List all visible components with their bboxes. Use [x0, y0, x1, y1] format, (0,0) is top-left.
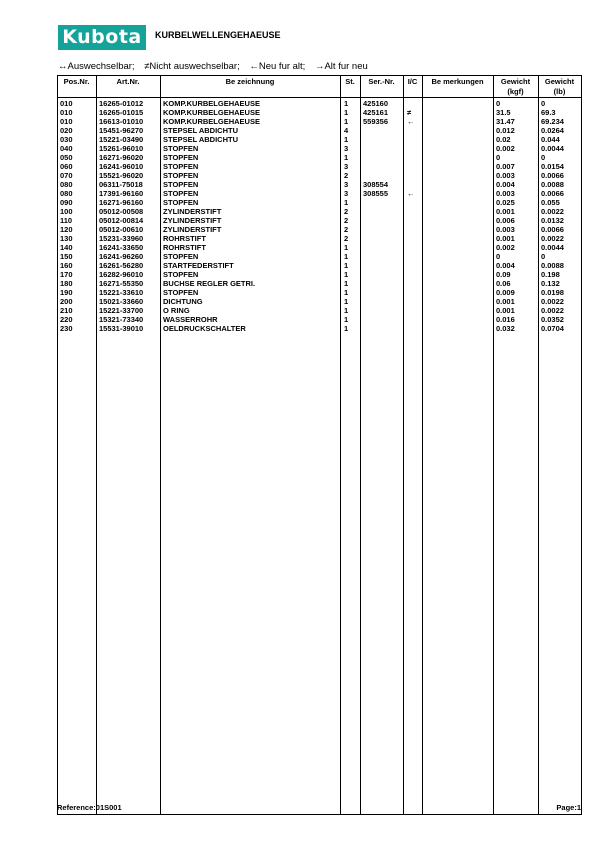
cell-kgf: 0.09 [496, 270, 511, 279]
cell-st: 3 [344, 180, 349, 189]
cell-st: 1 [344, 279, 349, 288]
cell-lb: 0.0264 [541, 126, 564, 135]
cell-kgf: 0.004 [496, 261, 515, 270]
cell-art: 15321-73340 [99, 315, 144, 324]
cell-lb: 69.234 [541, 117, 564, 126]
cell-kgf: 0.004 [496, 180, 515, 189]
header-bezeichnung: Be zeichnung [225, 77, 275, 86]
cell-pos: 010 [60, 117, 73, 126]
cell-art: 15521-96020 [99, 171, 144, 180]
legend-new-for-old: ←Neu fur alt; [249, 61, 306, 72]
cell-bez: STOPFEN [163, 162, 199, 171]
cell-bez: ZYLINDERSTIFT [163, 207, 222, 216]
cell-art: 05012-00610 [99, 225, 144, 234]
cell-lb: 0.198 [541, 270, 560, 279]
cell-kgf: 0.016 [496, 315, 515, 324]
cell-pos: 180 [60, 279, 73, 288]
cell-st: 1 [344, 243, 349, 252]
cell-lb: 0.0066 [541, 171, 564, 180]
cell-bez: DICHTUNG [163, 297, 203, 306]
cell-bez: ROHRSTIFT [163, 234, 206, 243]
table-row [57, 324, 582, 333]
cell-pos: 210 [60, 306, 73, 315]
cell-art: 16265-01015 [99, 108, 144, 117]
cell-kgf: 0.006 [496, 216, 515, 225]
table-body [57, 99, 582, 333]
cell-lb: 0.132 [541, 279, 560, 288]
table-row [57, 162, 582, 171]
table-row [57, 198, 582, 207]
cell-lb: 0.0022 [541, 234, 564, 243]
table-bottom-border [57, 814, 582, 815]
cell-pos: 110 [60, 216, 73, 225]
cell-art: 16271-96160 [99, 198, 144, 207]
cell-bez: STOPFEN [163, 153, 199, 162]
cell-art: 15021-33660 [99, 297, 144, 306]
cell-st: 1 [344, 198, 349, 207]
cell-art: 16282-96010 [99, 270, 144, 279]
cell-ser: 308555 [363, 189, 389, 198]
cell-bez: BUCHSE REGLER GETRI. [163, 279, 256, 288]
cell-lb: 0 [541, 252, 546, 261]
table-row [57, 207, 582, 216]
cell-st: 2 [344, 225, 349, 234]
header-stueck: St. [345, 77, 355, 86]
cell-art: 15261-96010 [99, 144, 144, 153]
legend-not-interchangeable: ≠Nicht auswechselbar; [144, 61, 240, 72]
table-row [57, 135, 582, 144]
cell-bez: STOPFEN [163, 252, 199, 261]
reference-label: Reference:01S001 [57, 803, 122, 812]
cell-lb: 0 [541, 99, 546, 108]
cell-ic: ← [407, 189, 415, 198]
cell-kgf: 0.02 [496, 135, 511, 144]
cell-lb: 0 [541, 153, 546, 162]
header-art: Art.Nr. [116, 77, 140, 86]
cell-kgf: 0 [496, 153, 501, 162]
cell-pos: 050 [60, 153, 73, 162]
header-ic: I/C [407, 77, 418, 86]
table-row [57, 225, 582, 234]
cell-bez: OELDRUCKSCHALTER [163, 324, 246, 333]
cell-pos: 090 [60, 198, 73, 207]
cell-pos: 140 [60, 243, 73, 252]
table-row [57, 315, 582, 324]
cell-kgf: 31.5 [496, 108, 511, 117]
cell-bez: STEPSEL ABDICHTU [163, 135, 239, 144]
cell-kgf: 0.025 [496, 198, 515, 207]
cell-lb: 0.0044 [541, 243, 564, 252]
cell-kgf: 0.003 [496, 171, 515, 180]
cell-pos: 130 [60, 234, 73, 243]
cell-lb: 0.0352 [541, 315, 564, 324]
cell-ser: 425160 [363, 99, 389, 108]
table-row [57, 234, 582, 243]
cell-lb: 0.0198 [541, 288, 564, 297]
legend [58, 61, 375, 72]
cell-bez: ZYLINDERSTIFT [163, 216, 222, 225]
table-row [57, 99, 582, 108]
cell-kgf: 0 [496, 99, 501, 108]
cell-bez: STOPFEN [163, 189, 199, 198]
cell-art: 16265-01012 [99, 99, 144, 108]
cell-art: 15221-33610 [99, 288, 144, 297]
cell-st: 2 [344, 207, 349, 216]
header-serial: Ser.-Nr. [368, 77, 395, 86]
cell-art: 15231-33960 [99, 234, 144, 243]
cell-lb: 0.044 [541, 135, 560, 144]
cell-st: 1 [344, 297, 349, 306]
cell-pos: 030 [60, 135, 73, 144]
cell-pos: 070 [60, 171, 73, 180]
cell-lb: 0.0022 [541, 297, 564, 306]
cell-bez: ZYLINDERSTIFT [163, 225, 222, 234]
cell-kgf: 0.009 [496, 288, 515, 297]
cell-lb: 0.0088 [541, 261, 564, 270]
cell-st: 2 [344, 171, 349, 180]
table-row [57, 297, 582, 306]
table-row [57, 243, 582, 252]
cell-kgf: 0.06 [496, 279, 511, 288]
cell-lb: 0.0704 [541, 324, 564, 333]
table-row [57, 261, 582, 270]
cell-lb: 0.0022 [541, 306, 564, 315]
cell-pos: 080 [60, 180, 73, 189]
table-row [57, 288, 582, 297]
cell-pos: 230 [60, 324, 73, 333]
cell-kgf: 0.001 [496, 234, 515, 243]
cell-lb: 0.0044 [541, 144, 564, 153]
cell-art: 16261-56280 [99, 261, 144, 270]
cell-pos: 020 [60, 126, 73, 135]
cell-kgf: 31.47 [496, 117, 515, 126]
cell-pos: 060 [60, 162, 73, 171]
cell-ser: 425161 [363, 108, 389, 117]
cell-kgf: 0.001 [496, 297, 515, 306]
legend-old-for-new: →Alt fur neu [314, 61, 368, 72]
cell-bez: STARTFEDERSTIFT [163, 261, 234, 270]
cell-art: 15531-39010 [99, 324, 144, 333]
cell-art: 05012-00508 [99, 207, 144, 216]
cell-lb: 0.0132 [541, 216, 564, 225]
cell-bez: ROHRSTIFT [163, 243, 206, 252]
cell-pos: 190 [60, 288, 73, 297]
cell-st: 1 [344, 324, 349, 333]
cell-st: 3 [344, 162, 349, 171]
cell-art: 16613-01010 [99, 117, 144, 126]
cell-st: 3 [344, 189, 349, 198]
cell-pos: 220 [60, 315, 73, 324]
cell-lb: 0.0022 [541, 207, 564, 216]
cell-st: 1 [344, 270, 349, 279]
table-row [57, 153, 582, 162]
parts-table [57, 75, 582, 815]
cell-st: 2 [344, 234, 349, 243]
cell-st: 1 [344, 153, 349, 162]
cell-lb: 0.0088 [541, 180, 564, 189]
cell-ser: 559356 [363, 117, 389, 126]
header-pos: Pos.Nr. [63, 77, 90, 86]
cell-bez: KOMP.KURBELGEHAEUSE [163, 117, 260, 126]
cell-lb: 0.055 [541, 198, 560, 207]
cell-kgf: 0.007 [496, 162, 515, 171]
table-row [57, 171, 582, 180]
cell-ic: ← [407, 117, 415, 126]
cell-ser: 308554 [363, 180, 389, 189]
kubota-logo: Kubota [58, 25, 146, 50]
table-row [57, 144, 582, 153]
cell-st: 3 [344, 144, 349, 153]
table-row [57, 189, 582, 198]
header-divider [57, 97, 582, 98]
cell-ic: ≠ [407, 108, 412, 117]
cell-pos: 200 [60, 297, 73, 306]
cell-kgf: 0.003 [496, 189, 515, 198]
cell-bez: STOPFEN [163, 180, 199, 189]
cell-bez: O RING [163, 306, 190, 315]
cell-art: 15221-03490 [99, 135, 144, 144]
cell-pos: 170 [60, 270, 73, 279]
cell-kgf: 0.001 [496, 207, 515, 216]
table-row [57, 306, 582, 315]
cell-bez: STOPFEN [163, 171, 199, 180]
table-row [57, 108, 582, 117]
cell-st: 1 [344, 261, 349, 270]
cell-pos: 100 [60, 207, 73, 216]
cell-pos: 040 [60, 144, 73, 153]
cell-art: 16271-55350 [99, 279, 144, 288]
cell-art: 05012-00814 [99, 216, 144, 225]
cell-kgf: 0.003 [496, 225, 515, 234]
legend-interchangeable: ↔Auswechselbar; [58, 61, 135, 72]
cell-pos: 150 [60, 252, 73, 261]
table-row [57, 270, 582, 279]
cell-bez: STOPFEN [163, 288, 199, 297]
cell-st: 1 [344, 306, 349, 315]
cell-pos: 160 [60, 261, 73, 270]
cell-bez: STEPSEL ABDICHTU [163, 126, 239, 135]
cell-bez: KOMP.KURBELGEHAEUSE [163, 99, 260, 108]
cell-art: 17391-96160 [99, 189, 144, 198]
cell-art: 06311-75018 [99, 180, 143, 189]
cell-lb: 0.0066 [541, 225, 564, 234]
cell-art: 16271-96020 [99, 153, 144, 162]
cell-art: 16241-96010 [99, 162, 144, 171]
cell-art: 15221-33700 [99, 306, 144, 315]
cell-st: 4 [344, 126, 349, 135]
cell-st: 1 [344, 117, 349, 126]
table-row [57, 180, 582, 189]
cell-lb: 0.0154 [541, 162, 564, 171]
cell-lb: 0.0066 [541, 189, 564, 198]
cell-st: 1 [344, 99, 349, 108]
cell-art: 15451-96270 [99, 126, 144, 135]
table-row [57, 216, 582, 225]
header-weight-kgf: Gewicht (kgf) [500, 77, 531, 96]
cell-lb: 69.3 [541, 108, 556, 117]
cell-kgf: 0.002 [496, 144, 515, 153]
cell-bez: STOPFEN [163, 198, 199, 207]
cell-st: 2 [344, 216, 349, 225]
cell-pos: 010 [60, 108, 73, 117]
table-row [57, 252, 582, 261]
cell-bez: STOPFEN [163, 270, 199, 279]
cell-pos: 120 [60, 225, 73, 234]
cell-pos: 080 [60, 189, 73, 198]
table-row [57, 117, 582, 126]
header-bemerkungen: Be merkungen [431, 77, 484, 86]
table-top-border [57, 75, 582, 76]
cell-bez: KOMP.KURBELGEHAEUSE [163, 108, 260, 117]
cell-art: 16241-33650 [99, 243, 144, 252]
cell-st: 1 [344, 135, 349, 144]
cell-st: 1 [344, 108, 349, 117]
page-title: KURBELWELLENGEHAEUSE [155, 30, 281, 40]
cell-kgf: 0.012 [496, 126, 515, 135]
cell-kgf: 0.001 [496, 306, 515, 315]
table-row [57, 279, 582, 288]
cell-kgf: 0 [496, 252, 501, 261]
cell-st: 1 [344, 288, 349, 297]
cell-pos: 010 [60, 99, 73, 108]
cell-st: 1 [344, 315, 349, 324]
cell-kgf: 0.002 [496, 243, 515, 252]
table-row [57, 126, 582, 135]
page-number: Page:1 [556, 803, 581, 812]
cell-kgf: 0.032 [496, 324, 515, 333]
header-weight-lb: Gewicht (lb) [544, 77, 575, 96]
cell-bez: WASSERROHR [163, 315, 218, 324]
cell-bez: STOPFEN [163, 144, 199, 153]
cell-art: 16241-96260 [99, 252, 144, 261]
cell-st: 1 [344, 252, 349, 261]
